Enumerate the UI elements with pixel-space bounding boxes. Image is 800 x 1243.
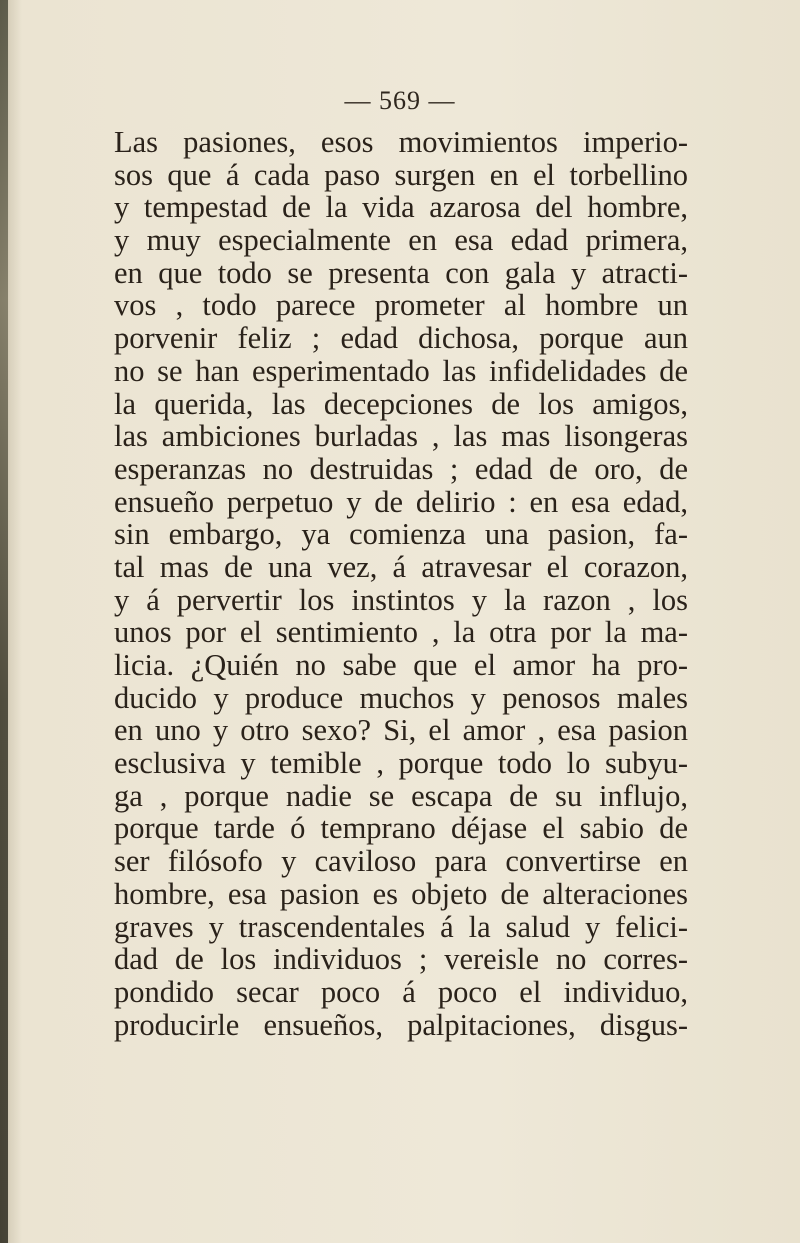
text-line: no se han esperimentado las infidelidades de <box>114 353 688 388</box>
text-line: sos que á cada paso surgen en el torbellino <box>114 157 688 192</box>
text-line: tal mas de una vez, á atravesar el corazon, <box>114 549 688 584</box>
text-line: ser filósofo y caviloso para convertirse en <box>114 844 688 879</box>
text-line: las ambiciones burladas , las mas lisongeras <box>114 419 688 454</box>
text-line: y tempestad de la vida azarosa del hombre, <box>114 190 688 225</box>
text-line: porque tarde ó temprano déjase el sabio de <box>114 811 688 846</box>
page-number: — 569 — <box>344 86 456 115</box>
text-line: pondido secar poco á poco el individuo, <box>114 974 688 1009</box>
text-line: ga , porque nadie se escapa de su influjo, <box>114 778 688 813</box>
text-line: y á pervertir los instintos y la razon , los <box>114 582 688 617</box>
text-line: Las pasiones, esos movimientos imperio- <box>114 125 688 159</box>
text-line: licia. ¿Quién no sabe que el amor ha pro- <box>114 648 688 682</box>
text-line: vos , todo parece prometer al hombre un <box>114 288 688 323</box>
text-line: ensueño perpetuo y de delirio : en esa edad, <box>114 484 688 519</box>
text-line: sin embargo, ya comienza una pasion, fa- <box>114 517 688 552</box>
page-binding-edge <box>0 0 8 1243</box>
text-line: ducido y produce muchos y penosos males <box>114 680 688 715</box>
text-line: hombre, esa pasion es objeto de alteraciones <box>114 876 688 911</box>
text-line: la querida, las decepciones de los amigos, <box>114 386 688 421</box>
text-line: dad de los individuos ; vereisle no corres- <box>114 942 688 977</box>
text-line: en que todo se presenta con gala y atracti- <box>114 255 688 290</box>
text-line: graves y trascendentales á la salud y felici- <box>114 909 688 944</box>
text-line: y muy especialmente en esa edad primera, <box>114 223 688 258</box>
text-line: en uno y otro sexo? Si, el amor , esa pasion <box>114 713 688 748</box>
text-line: unos por el sentimiento , la otra por la ma- <box>114 615 688 650</box>
text-line: producirle ensueños, palpitaciones, disgus- <box>114 1007 688 1042</box>
text-line: esperanzas no destruidas ; edad de oro, de <box>114 451 688 486</box>
text-line: esclusiva y temible , porque todo lo subyu- <box>114 746 688 781</box>
body-text <box>114 126 688 1041</box>
text-line: porvenir feliz ; edad dichosa, porque aun <box>114 321 688 356</box>
